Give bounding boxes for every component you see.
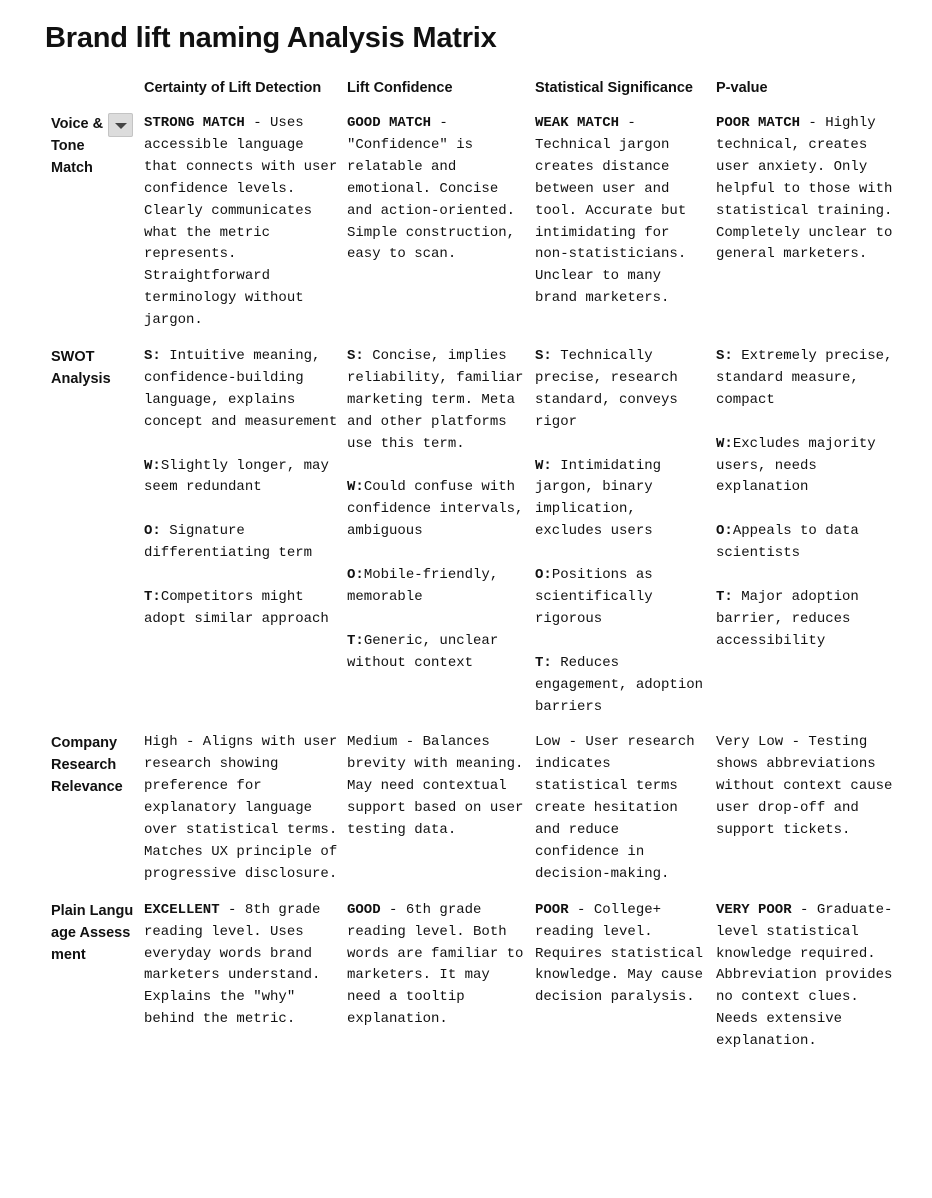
cell-research-statistical-significance: Low - User research indicates statistical terms create hesitation and reduce confidence in decision-making. bbox=[535, 734, 695, 882]
cell-text: - Uses accessible language that connects with user confidence levels. Clearly communicates what the metric represents. Straightforward terminology without jargon. bbox=[144, 115, 338, 329]
table-row-plain-language bbox=[44, 900, 900, 1067]
corner-cell bbox=[44, 77, 144, 113]
swot-threat bbox=[347, 631, 529, 675]
cell-swot-p-value bbox=[716, 346, 900, 732]
cell-swot-certainty bbox=[144, 346, 347, 732]
cell-swot-lift-confidence bbox=[347, 346, 535, 732]
swot-letter: O: bbox=[716, 523, 733, 540]
swot-letter: W: bbox=[347, 479, 364, 496]
swot-letter: W: bbox=[144, 457, 161, 474]
rating-label: WEAK MATCH bbox=[535, 115, 620, 131]
rating-label: POOR bbox=[535, 901, 569, 918]
rating-label: EXCELLENT bbox=[144, 901, 220, 918]
table-row-swot bbox=[44, 346, 900, 732]
cell-plain-statistical-significance bbox=[535, 900, 716, 1067]
swot-threat bbox=[144, 587, 341, 631]
swot-letter: T: bbox=[347, 632, 364, 649]
swot-text: Positions as scientifically rigorous bbox=[535, 567, 653, 627]
rating-label: GOOD MATCH bbox=[347, 115, 432, 131]
analysis-matrix bbox=[44, 77, 900, 1067]
column-header-statistical-significance: Statistical Significance bbox=[535, 80, 693, 96]
cell-text: - "Confidence" is relatable and emotional. Concise and action-oriented. Simple construction, easy to scan. bbox=[347, 115, 516, 263]
swot-text: Excludes majority users, needs explanation bbox=[716, 435, 876, 496]
swot-letter: O: bbox=[144, 523, 161, 540]
cell-text: - Technical jargon creates distance between user and tool. Accurate but intimidating for non-statisticians. Unclear to many brand marketers. bbox=[535, 115, 687, 307]
swot-opportunity bbox=[347, 565, 529, 609]
swot-letter: S: bbox=[716, 348, 733, 365]
swot-strength bbox=[144, 346, 341, 434]
rating-label: POOR MATCH bbox=[716, 115, 801, 131]
swot-text: Competitors might adopt similar approach bbox=[144, 588, 329, 627]
swot-letter: O: bbox=[347, 567, 364, 584]
swot-weakness bbox=[144, 456, 341, 500]
swot-letter: S: bbox=[144, 348, 161, 365]
cell-text: - College+ reading level. Requires statistical knowledge. May cause decision paralysis. bbox=[535, 901, 704, 1006]
cell-plain-lift-confidence bbox=[347, 900, 535, 1067]
cell-research-p-value: Very Low - Testing shows abbreviations without context cause user drop-off and support tickets. bbox=[716, 734, 893, 839]
row-header-voice-tone bbox=[44, 113, 144, 346]
swot-strength bbox=[347, 346, 529, 456]
row-header-swot bbox=[44, 346, 144, 732]
swot-opportunity bbox=[535, 565, 710, 631]
rating-label: VERY POOR bbox=[716, 901, 792, 918]
swot-letter: S: bbox=[347, 348, 364, 365]
swot-weakness bbox=[535, 456, 710, 544]
swot-opportunity bbox=[716, 521, 894, 565]
swot-text: Reduces engagement, adoption barriers bbox=[535, 654, 704, 715]
cell-text: - Highly technical, creates user anxiety. Only helpful to those with statistical training. Completely unclear to general marketers. bbox=[716, 115, 893, 263]
rating-label: STRONG MATCH bbox=[144, 115, 245, 131]
swot-letter: W: bbox=[716, 435, 733, 452]
cell-text: - 8th grade reading level. Uses everyday words brand marketers understand. Explains the "why" behind the metric. bbox=[144, 901, 321, 1028]
swot-weakness bbox=[347, 477, 529, 543]
row-header-plain-language bbox=[44, 900, 144, 1067]
row-header-label: Plain Language Assessment bbox=[51, 902, 134, 963]
cell-research-lift-confidence: Medium - Balances brevity with meaning. May need contextual support based on user testing data. bbox=[347, 734, 524, 839]
swot-text: Intimidating jargon, binary implication, excludes users bbox=[535, 457, 662, 540]
table-row-research bbox=[44, 732, 900, 899]
swot-threat bbox=[535, 653, 710, 719]
cell-plain-certainty bbox=[144, 900, 347, 1067]
swot-text: Concise, implies reliability, familiar marketing term. Meta and other platforms use this term. bbox=[347, 348, 524, 452]
swot-threat bbox=[716, 587, 894, 653]
swot-text: Could confuse with confidence intervals, ambiguous bbox=[347, 479, 524, 540]
cell-plain-p-value bbox=[716, 900, 900, 1067]
cell-voice-statistical-significance bbox=[535, 113, 716, 346]
row-header-research bbox=[44, 732, 144, 899]
swot-text: Major adoption barrier, reduces accessibility bbox=[716, 588, 859, 649]
swot-text: Appeals to data scientists bbox=[716, 523, 859, 562]
cell-swot-statistical-significance bbox=[535, 346, 716, 732]
row-header-label: Company Research Relevance bbox=[51, 735, 123, 796]
cell-voice-certainty bbox=[144, 113, 347, 346]
cell-voice-lift-confidence bbox=[347, 113, 535, 346]
swot-letter: W: bbox=[535, 457, 552, 474]
column-header-lift-confidence: Lift Confidence bbox=[347, 80, 453, 96]
swot-strength bbox=[716, 346, 894, 412]
swot-letter: S: bbox=[535, 348, 552, 365]
header-row bbox=[44, 77, 900, 113]
row-dropdown-button[interactable] bbox=[108, 113, 133, 137]
row-header-label: Voice & Tone Match bbox=[51, 116, 104, 176]
swot-text: Signature differentiating term bbox=[144, 523, 313, 562]
swot-text: Mobile-friendly, memorable bbox=[347, 567, 499, 605]
swot-text: Technically precise, research standard, conveys rigor bbox=[535, 348, 678, 430]
cell-voice-p-value bbox=[716, 113, 900, 346]
swot-weakness bbox=[716, 434, 894, 500]
cell-text: - Graduate-level statistical knowledge required. Abbreviation provides no context clues. Needs extensive explanation. bbox=[716, 901, 893, 1050]
swot-strength bbox=[535, 346, 710, 434]
table-row-voice-tone bbox=[44, 113, 900, 346]
swot-letter: T: bbox=[144, 588, 161, 605]
swot-letter: O: bbox=[535, 567, 552, 584]
row-header-label: SWOT Analysis bbox=[51, 349, 111, 388]
cell-text: - 6th grade reading level. Both words are familiar to marketers. It may need a tooltip explanation. bbox=[347, 901, 524, 1028]
swot-text: Slightly longer, may seem redundant bbox=[144, 457, 329, 496]
swot-text: Extremely precise, standard measure, compact bbox=[716, 348, 893, 408]
column-header-p-value: P-value bbox=[716, 80, 768, 96]
column-header-certainty: Certainty of Lift Detection bbox=[144, 80, 322, 96]
rating-label: GOOD bbox=[347, 901, 381, 918]
swot-opportunity bbox=[144, 521, 341, 565]
swot-letter: T: bbox=[535, 654, 552, 671]
swot-letter: T: bbox=[716, 588, 733, 605]
page-title: Brand lift naming Analysis Matrix bbox=[45, 22, 497, 54]
swot-text: Intuitive meaning, confidence-building language, explains concept and measurement bbox=[144, 348, 338, 430]
swot-text: Generic, unclear without context bbox=[347, 632, 499, 671]
cell-research-certainty: High - Aligns with user research showing preference for explanatory language over statistical terms. Matches UX principle of progressive disclosure. bbox=[144, 734, 338, 882]
